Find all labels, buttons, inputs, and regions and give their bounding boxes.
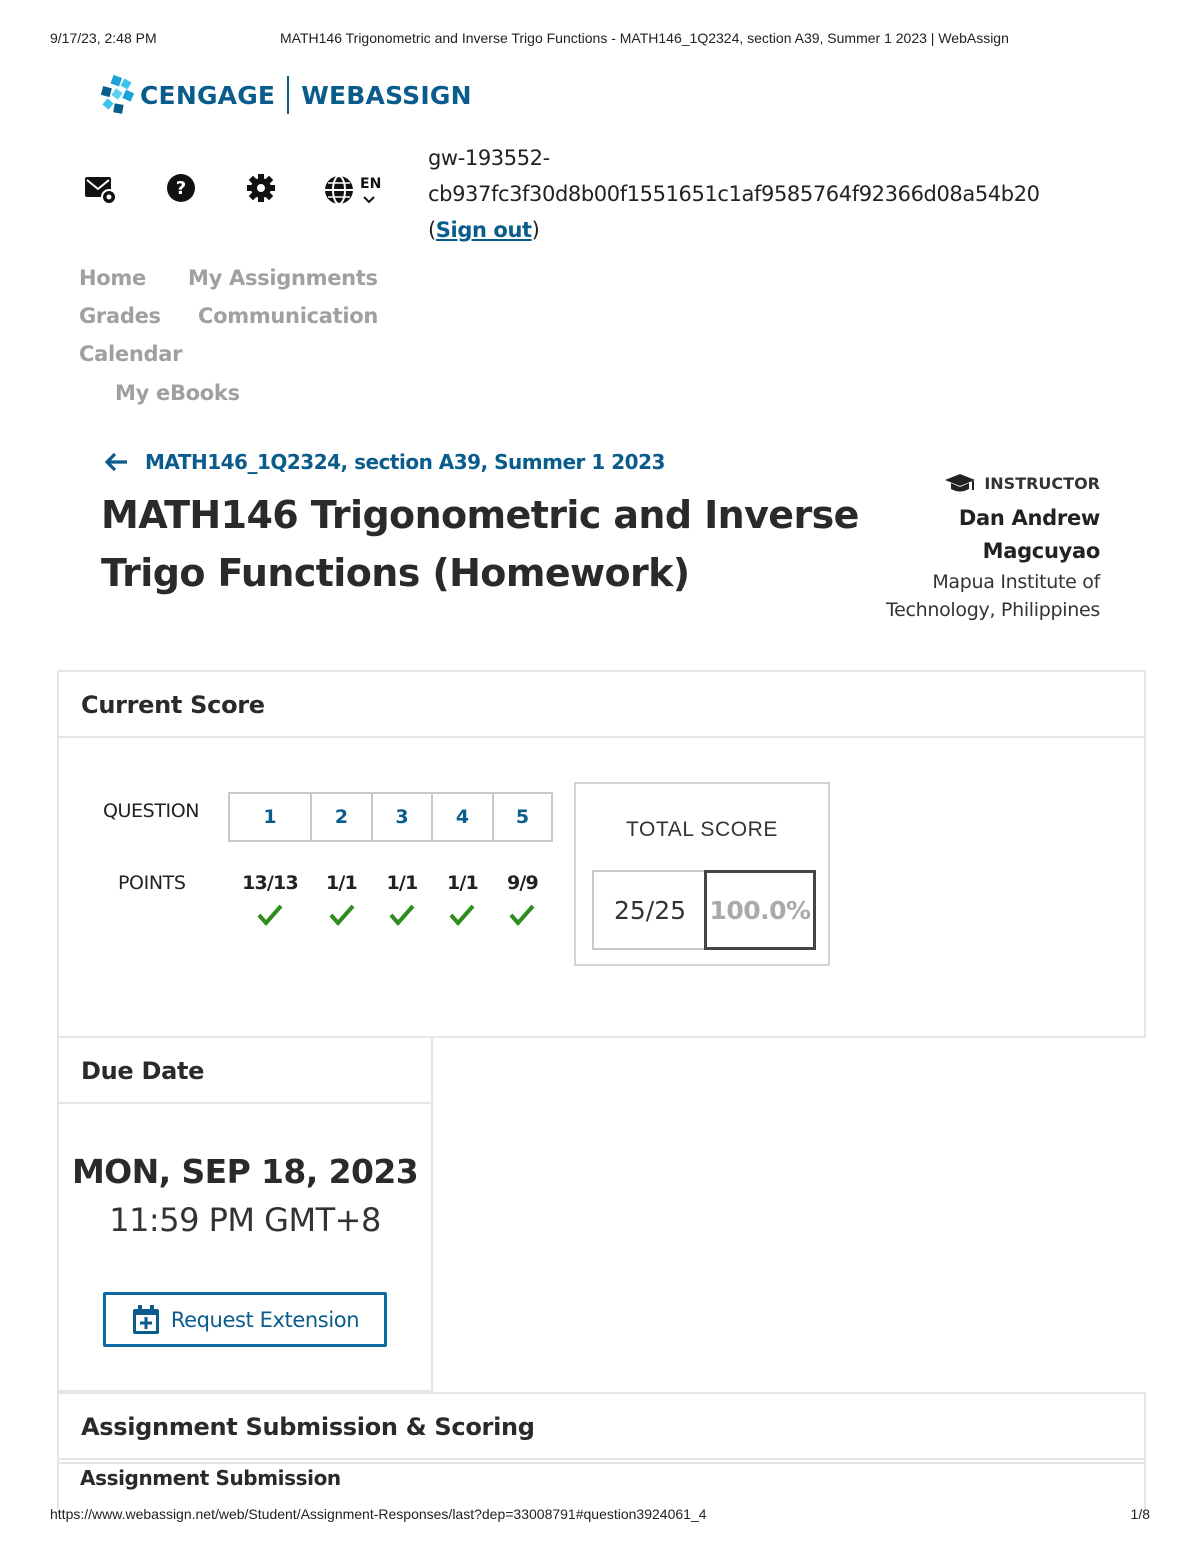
request-extension-label: Request Extension xyxy=(170,1307,360,1332)
help-icon[interactable] xyxy=(165,172,199,206)
user-id-line1: gw-193552- xyxy=(428,146,550,170)
user-id-line2: cb937fc3f30d8b00f1551651c1af9585764f92366d08a54b20 xyxy=(428,182,1040,206)
messages-settings-icon[interactable] xyxy=(83,172,117,206)
request-extension-button[interactable] xyxy=(103,1292,387,1347)
submission-heading: Assignment Submission & Scoring xyxy=(59,1394,1144,1460)
print-doc-title: MATH146 Trigonometric and Inverse Trigo Functions - MATH146_1Q2324, section A39, Summer 1 2023 | WebAssign xyxy=(280,30,1009,46)
instructor-name-line1: Dan Andrew xyxy=(958,506,1100,530)
globe-icon xyxy=(323,172,357,206)
page-title xyxy=(101,486,861,602)
sign-out-link[interactable]: Sign out xyxy=(435,218,532,242)
language-selector[interactable] xyxy=(323,172,387,206)
checkmark-icon xyxy=(508,902,536,928)
page-title-line1: MATH146 Trigonometric and Inverse xyxy=(101,493,859,537)
svg-text:?: ? xyxy=(175,178,187,199)
cengage-webassign-logo[interactable] xyxy=(98,74,472,116)
total-percent: 100.0% xyxy=(704,870,816,950)
submission-subheading-row xyxy=(58,1462,1145,1504)
question-2-points: 1/1 xyxy=(326,872,357,894)
instructor-school-line1: Mapua Institute of xyxy=(932,571,1100,593)
instructor-school-line2: Technology, Philippines xyxy=(886,599,1100,621)
print-datetime: 9/17/23, 2:48 PM xyxy=(50,30,157,46)
question-label: QUESTION xyxy=(103,800,200,822)
question-3-points: 1/1 xyxy=(386,872,418,894)
due-date-heading: Due Date xyxy=(59,1038,431,1104)
question-3-button[interactable]: 3 xyxy=(371,792,433,842)
instructor-name-line2: Magcuyao xyxy=(982,539,1100,563)
chevron-down-icon xyxy=(363,196,375,204)
logo-divider xyxy=(287,76,289,114)
checkmark-icon xyxy=(256,902,284,928)
sign-out-line xyxy=(428,212,1128,248)
submission-subheading: Assignment Submission xyxy=(80,1466,341,1490)
question-5-button[interactable]: 5 xyxy=(492,792,553,842)
question-1-button[interactable]: 1 xyxy=(228,792,312,842)
breadcrumb-course-link[interactable] xyxy=(103,450,665,474)
nav-my-assignments[interactable]: My Assignments xyxy=(188,266,378,290)
nav-calendar[interactable]: Calendar xyxy=(79,342,183,366)
question-1-points: 13/13 xyxy=(242,872,298,894)
instructor-panel xyxy=(800,472,1100,624)
total-points: 25/25 xyxy=(592,870,706,950)
total-score-panel xyxy=(574,782,830,966)
instructor-label: INSTRUCTOR xyxy=(984,473,1100,493)
nav-communication[interactable]: Communication xyxy=(198,304,379,328)
question-4-points: 1/1 xyxy=(447,872,478,894)
instructor-name xyxy=(800,502,1100,568)
breadcrumb-course-label: MATH146_1Q2324, section A39, Summer 1 2023 xyxy=(145,450,665,474)
instructor-label-row xyxy=(800,472,1100,494)
checkmark-icon xyxy=(328,902,356,928)
question-5-points: 9/9 xyxy=(507,872,538,894)
current-score-heading: Current Score xyxy=(59,672,1144,738)
due-date-day: MON, SEP 18, 2023 xyxy=(71,1152,419,1191)
instructor-school xyxy=(800,568,1100,624)
cengage-wordmark: CENGAGE xyxy=(140,80,276,110)
due-date-time: 11:59 PM GMT+8 xyxy=(109,1201,381,1239)
page-title-line2: Trigo Functions (Homework) xyxy=(101,551,690,595)
settings-icon[interactable] xyxy=(245,172,279,206)
paren-open: ( xyxy=(428,218,436,242)
arrow-left-icon xyxy=(103,452,129,472)
calendar-plus-icon xyxy=(131,1304,161,1336)
question-2-button[interactable]: 2 xyxy=(310,792,373,842)
graduation-cap-icon xyxy=(944,472,976,494)
question-4-button[interactable]: 4 xyxy=(431,792,494,842)
user-info xyxy=(428,140,1128,248)
cengage-logo-icon xyxy=(98,74,140,116)
points-label: POINTS xyxy=(118,872,186,894)
checkmark-icon xyxy=(448,902,476,928)
checkmark-icon xyxy=(388,902,416,928)
language-code: EN xyxy=(360,176,382,192)
total-score-label: TOTAL SCORE xyxy=(625,818,779,841)
webassign-wordmark: WEBASSIGN xyxy=(301,80,472,110)
nav-my-ebooks[interactable]: My eBooks xyxy=(115,381,240,405)
nav-grades[interactable]: Grades xyxy=(79,304,161,328)
print-url: https://www.webassign.net/web/Student/Assignment-Responses/last?dep=33008791#question3924061_4 xyxy=(50,1506,707,1522)
print-page-number: 1/8 xyxy=(1130,1506,1150,1522)
paren-close: ) xyxy=(531,218,540,242)
nav-home[interactable]: Home xyxy=(79,266,146,290)
